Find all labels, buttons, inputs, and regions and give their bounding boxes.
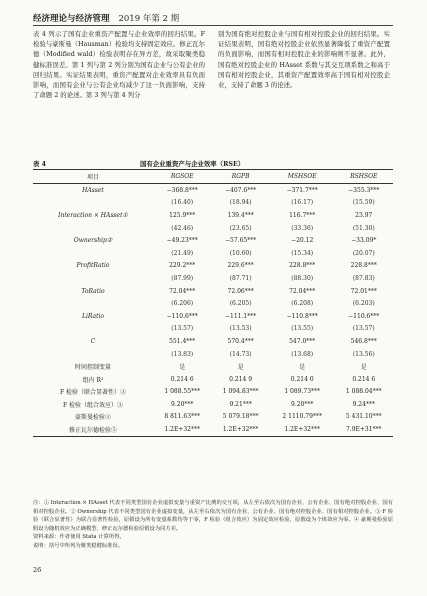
table-cell: −355.3***	[348, 186, 380, 194]
table-row	[33, 310, 393, 323]
table-cell: (13.57)	[171, 325, 194, 333]
table-cell: −20.12	[291, 237, 314, 245]
table-row	[33, 184, 393, 197]
table-cell: −49.23***	[166, 237, 198, 245]
table-cell: 139.4***	[227, 211, 254, 219]
table-cell: (18.94)	[229, 199, 252, 207]
table-cell: (88.30)	[291, 274, 314, 282]
row-label: Interaction × HAsset①	[58, 211, 128, 219]
table-cell: 是	[360, 364, 367, 372]
table-cell: 570.4***	[227, 337, 254, 345]
column-header: MSHSOE	[287, 173, 317, 180]
table-row	[33, 386, 393, 399]
table-cell: 9.20***	[291, 400, 314, 408]
row-label	[33, 222, 153, 235]
table-cell: 5 079.18***	[222, 413, 259, 421]
table-cell: −57.65***	[225, 237, 257, 245]
table-cell: 2 1110.79***	[282, 413, 322, 421]
table-cell: (13.57)	[352, 325, 375, 333]
table-cell: 125.9***	[169, 211, 196, 219]
table-cell: 23.97	[355, 211, 373, 219]
table-notes	[33, 499, 393, 551]
table-row	[33, 234, 393, 247]
table-cell: (16.17)	[291, 199, 314, 207]
table-cell: 0.214 6	[170, 375, 194, 383]
table-cell: −110.6***	[348, 312, 380, 320]
table-cell: −33.09*	[351, 237, 377, 245]
table-row	[33, 411, 393, 424]
table-cell: 72.06***	[227, 287, 254, 295]
row-label: ToRatio	[81, 287, 105, 295]
body-text-right-column: 别为国有绝对控股企业与国有相对控股企业的回归结果。实证结果表明，国有绝对控股企业依然显著降低了重资产配置的负面影响，而国有相对控股企业的影响则不显著。此外，国有绝对控股企业的 HAsset 系数与其交互项系数之和高于国有相对控股企业，其重资产配置效率高于国有相对控股企业，支持了命题 3 的论述。	[218, 30, 390, 90]
table-cell: 116.7***	[289, 211, 316, 219]
table-cell: (51.30)	[352, 224, 375, 232]
table-cell: 1 094.83***	[222, 388, 259, 396]
table-cell: (87.71)	[229, 274, 252, 282]
journal-issue: 2019 年第 2 期	[118, 14, 180, 24]
row-label: 修正瓦尔德检验⑤	[68, 427, 117, 435]
table-cell: 72.04***	[289, 287, 316, 295]
column-header: RGSOE	[170, 173, 194, 180]
table-cell: (15.34)	[291, 249, 314, 257]
table-row	[33, 209, 393, 222]
body-text-left-column: 表 4 列示了国有企业重资产配置与企业效率的回归结果。F 检验与豪斯曼（Hausman）检验均支持固定效应。修正瓦尔德（Modified wald）检验表明存在异方差，故采取聚类稳健标准误差。第 1 列与第 2 列分别为国有企业与公有企业的回归结果。实证结果表明，重资产配置对企业效率具有负面影响，而国有企业与公有企业均减少了这一负面影响，支持了命题 2 的论述。第 3 列与第 4 列分	[33, 30, 208, 100]
row-label: 豪斯曼检验④	[74, 414, 111, 422]
table-cell: 1.2E+32***	[222, 426, 259, 434]
column-header: RGPB	[231, 173, 250, 180]
table-label: 表 4	[33, 160, 47, 168]
table-cell: (13.68)	[291, 350, 314, 358]
table-title: 国有企业重资产与企业效率（RSE）	[140, 160, 245, 168]
table-cell: −368.8***	[166, 186, 198, 194]
table-cell: (6.208)	[291, 300, 314, 308]
table-row	[33, 348, 393, 361]
table-cell: 7.9E+31***	[345, 426, 382, 434]
table-cell: (20.07)	[352, 249, 375, 257]
table-row	[33, 373, 393, 386]
table-cell: 1 088.04***	[345, 388, 382, 396]
table-cell: 1 088.55***	[164, 388, 201, 396]
table-cell: 72.04***	[169, 287, 196, 295]
row-label: C	[90, 337, 96, 345]
table-row	[33, 323, 393, 336]
table-cell: 9.20***	[171, 400, 194, 408]
table-cell: (87.99)	[171, 274, 194, 282]
row-label	[33, 348, 153, 361]
row-label	[33, 272, 153, 285]
table-cell: 229.6***	[227, 262, 254, 270]
table-cell: (13.83)	[171, 350, 194, 358]
table-cell: 228.8***	[289, 262, 316, 270]
table-cell: 0.214 9	[229, 375, 253, 383]
table-cell: 229.2***	[169, 262, 196, 270]
row-label: 时间控制变量	[74, 364, 111, 372]
table-cell: (13.55)	[291, 325, 314, 333]
table-row	[33, 398, 393, 411]
table-cell: 72.01***	[350, 287, 377, 295]
table-row	[33, 197, 393, 210]
table-row	[33, 335, 393, 348]
table-note: 说明：括号中所列为聚类稳健标准误。	[33, 542, 124, 549]
row-label	[33, 247, 153, 260]
table-cell: −111.1***	[225, 312, 257, 320]
table-row	[33, 247, 393, 260]
table-cell: (21.49)	[171, 249, 194, 257]
table-cell: −110.6***	[166, 312, 198, 320]
table-cell: (10.60)	[229, 249, 252, 257]
table-cell: (16.40)	[171, 199, 194, 207]
table-cell: (13.56)	[352, 350, 375, 358]
table-row	[33, 222, 393, 235]
row-label	[33, 323, 153, 336]
journal-name: 经济理论与经济管理	[33, 14, 110, 24]
row-label: HAsset	[82, 186, 104, 194]
table-cell: 8 811.63***	[164, 413, 201, 421]
table-cell: (14.73)	[229, 350, 252, 358]
row-label: LiRatio	[81, 312, 105, 320]
table-cell: (6.203)	[352, 300, 375, 308]
table-cell: 1 089.73***	[284, 388, 321, 396]
table-cell: 是	[179, 364, 186, 372]
row-label: F 检验（组合效应）③	[62, 401, 124, 409]
table-cell: −407.6***	[225, 186, 257, 194]
table-header-row	[33, 170, 393, 184]
table-row	[33, 297, 393, 310]
table-note: 注：① Interaction × HAsset 代表不同类型国有企业虚拟变量与重资产比例的交互项，从左至右依次为国有企业、公有企业、国有绝对控股企业、国有相对控股企业。② Ownership 代表不同类型国有企业虚拟变量，从左至右依次为国有企业、公有企业、国有绝对控股企业、国有相对控股企业。③ F 检验（联合显著性）为联合显著性检验，原假设为所有变量系数均等于零，F 检验（组合效应）为固定效应检验，原假设为个体效应为零。④ 豪斯曼检验原假设为随机效应为正确模型，修正瓦尔德检验原假设为同方差。	[33, 500, 393, 532]
journal-header	[33, 12, 393, 24]
table-row	[33, 272, 393, 285]
table-row	[33, 360, 393, 373]
table-cell: (42.46)	[171, 224, 194, 232]
table-cell: (13.53)	[229, 325, 252, 333]
row-label	[33, 297, 153, 310]
table-cell: 551.4***	[169, 337, 196, 345]
table-cell: (6.206)	[171, 300, 194, 308]
table-cell: 是	[237, 364, 244, 372]
row-label	[33, 197, 153, 210]
table-cell: (87.83)	[352, 274, 375, 282]
table-body	[33, 184, 393, 437]
table-row	[33, 423, 393, 436]
table-cell: 9.21***	[229, 400, 252, 408]
table-cell: −110.8***	[286, 312, 318, 320]
page-number: 26	[33, 566, 42, 574]
table-cell: (23.65)	[229, 224, 252, 232]
regression-table	[33, 169, 393, 437]
table-cell: 228.8***	[350, 262, 377, 270]
row-label: F 检验（联合显著性）③	[59, 389, 127, 397]
table-cell: 1.2E+32***	[164, 426, 200, 434]
column-header: 项目	[86, 174, 99, 181]
table-cell: 是	[299, 364, 306, 372]
table-cell: (15.59)	[352, 199, 375, 207]
column-header: RSHSOE	[350, 173, 378, 180]
table-cell: 547.0***	[289, 337, 316, 345]
table-row	[33, 285, 393, 298]
table-cell: 9.24***	[352, 400, 375, 408]
table-row	[33, 260, 393, 273]
header-divider	[33, 25, 393, 26]
table-note: 资料来源：作者使用 Stata 计算所得。	[33, 534, 125, 541]
table-cell: (33.36)	[291, 224, 314, 232]
table-cell: 546.8***	[350, 337, 377, 345]
table-cell: 5 431.10***	[345, 413, 382, 421]
table-cell: 1.2E+32***	[284, 426, 320, 434]
table-cell: 0.214 6	[352, 375, 376, 383]
row-label: ProfitRatio	[76, 262, 110, 270]
row-label: 组内 R²	[82, 376, 104, 384]
table-cell: (6.205)	[229, 300, 252, 308]
table-cell: 0.214 0	[290, 375, 314, 383]
row-label: Ownership②	[73, 237, 113, 245]
table-cell: −371.7***	[286, 186, 318, 194]
